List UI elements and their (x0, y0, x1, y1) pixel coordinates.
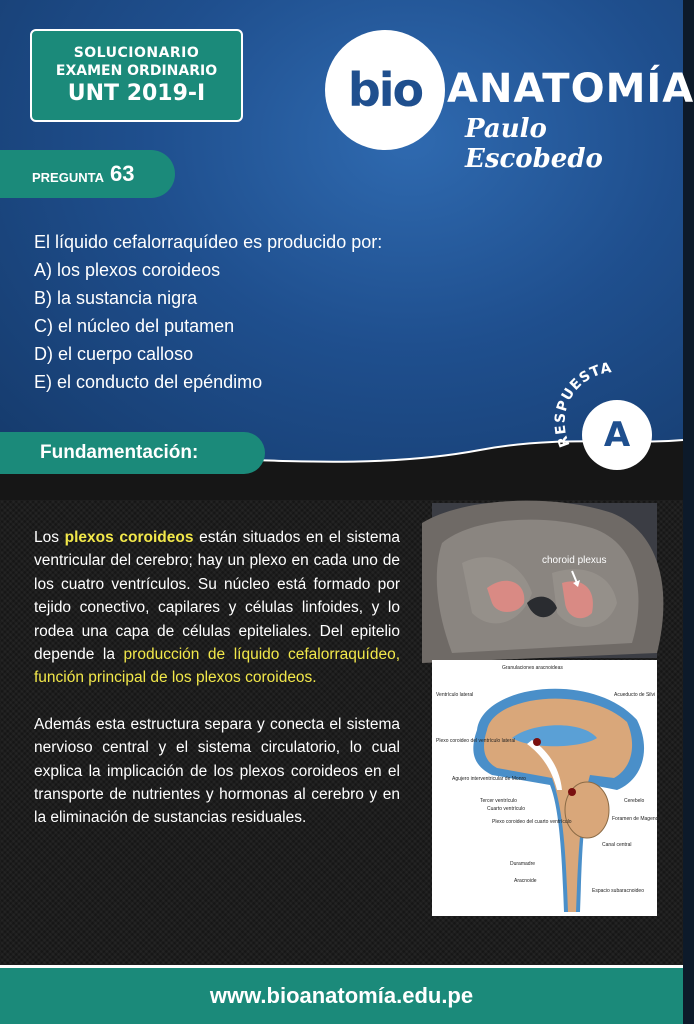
question-label: PREGUNTA (32, 169, 104, 185)
logo-anatomia-text: ANATOMÍA (447, 66, 694, 112)
option-d: D) el cuerpo calloso (34, 344, 194, 364)
logo-circle (325, 30, 445, 150)
badge-line-3: UNT 2019-I (67, 81, 206, 106)
option-b: B) la sustancia nigra (34, 288, 198, 308)
bioanatomia-logo (325, 30, 694, 174)
question-stem: El líquido cefalorraquídeo es producido por: (34, 232, 383, 252)
diagram-label-10: Canal central (602, 842, 632, 848)
diagram-label-13: Espacio subaracnoideo (592, 888, 644, 894)
diagram-label-4: Agujero interventricular de Monro (452, 776, 526, 782)
explanation-paragraph-1 (34, 526, 400, 690)
option-c: C) el núcleo del putamen (34, 316, 235, 336)
diagram-label-9: Foramen de Magendie (612, 816, 663, 822)
diagram-label-7: Cerebelo (624, 798, 645, 804)
logo-bio-text: bio (347, 63, 423, 117)
explanation-text (34, 526, 400, 853)
diagram-label-1: Ventrículo lateral (436, 692, 474, 698)
footer-bar (0, 965, 683, 1024)
section-title: Fundamentación: (40, 442, 199, 463)
logo-author-signature: Paulo Escobedo (465, 114, 603, 174)
diagram-label-12: Aracnoide (514, 878, 537, 884)
option-a: A) los plexos coroideos (34, 260, 221, 280)
question-block (34, 228, 474, 396)
website-link[interactable]: www.bioanatomía.edu.pe (209, 983, 474, 1008)
diagram-label-11: Duramadre (510, 861, 536, 867)
text-run: Los (34, 529, 65, 546)
diagram-label-0: Granulaciones aracnoideas (502, 665, 563, 671)
explanation-paragraph-2: Además esta estructura separa y conecta el sistema nervioso central y el sistema circulatorio, lo cual explica la implicación de los plexos coroideos en el transporte de nutrientes y hormonas al cerebro y en la eliminación de sustancias residuales. (34, 715, 400, 827)
diagram-label-5: Tercer ventrículo (480, 798, 517, 804)
diagram-label-3: Plexo coroideo del ventrículo lateral (436, 738, 516, 744)
question-number-tab (0, 150, 175, 198)
diagram-label-8: Plexo coroideo del cuarto ventrículo (492, 819, 572, 825)
option-e: E) el conducto del epéndimo (34, 372, 263, 392)
section-title-tab (0, 432, 265, 474)
question-number: 63 (109, 161, 135, 186)
exam-badge (30, 29, 243, 122)
diagram-label-6: Cuarto ventrículo (487, 806, 526, 812)
ventricular-system-diagram (432, 660, 663, 916)
brain-section-photo (432, 503, 657, 658)
highlight-term: plexos coroideos (64, 529, 194, 546)
answer-letter: A (603, 415, 631, 455)
highlight-phrase: producción de líquido cefalorraquídeo, función principal de los plexos coroideos. (34, 646, 400, 687)
answer-circle (582, 400, 652, 470)
text-run: están situados en el sistema ventricular del cerebro; hay un plexo en cada uno de los cuatro ventrículos. Su núcleo está formado por tejido conectivo, capilares y células linfoides, y lo rodea una capa de células epiteliales. Del epitelio depende la (34, 529, 400, 664)
diagram-label-2: Acueducto de Silvi (614, 692, 656, 698)
badge-line-1: SOLUCIONARIO (73, 45, 200, 61)
badge-line-2: EXAMEN ORDINARIO (55, 63, 218, 79)
answer-label: RESPUESTA (552, 360, 614, 450)
photo-label: choroid plexus (542, 555, 607, 566)
